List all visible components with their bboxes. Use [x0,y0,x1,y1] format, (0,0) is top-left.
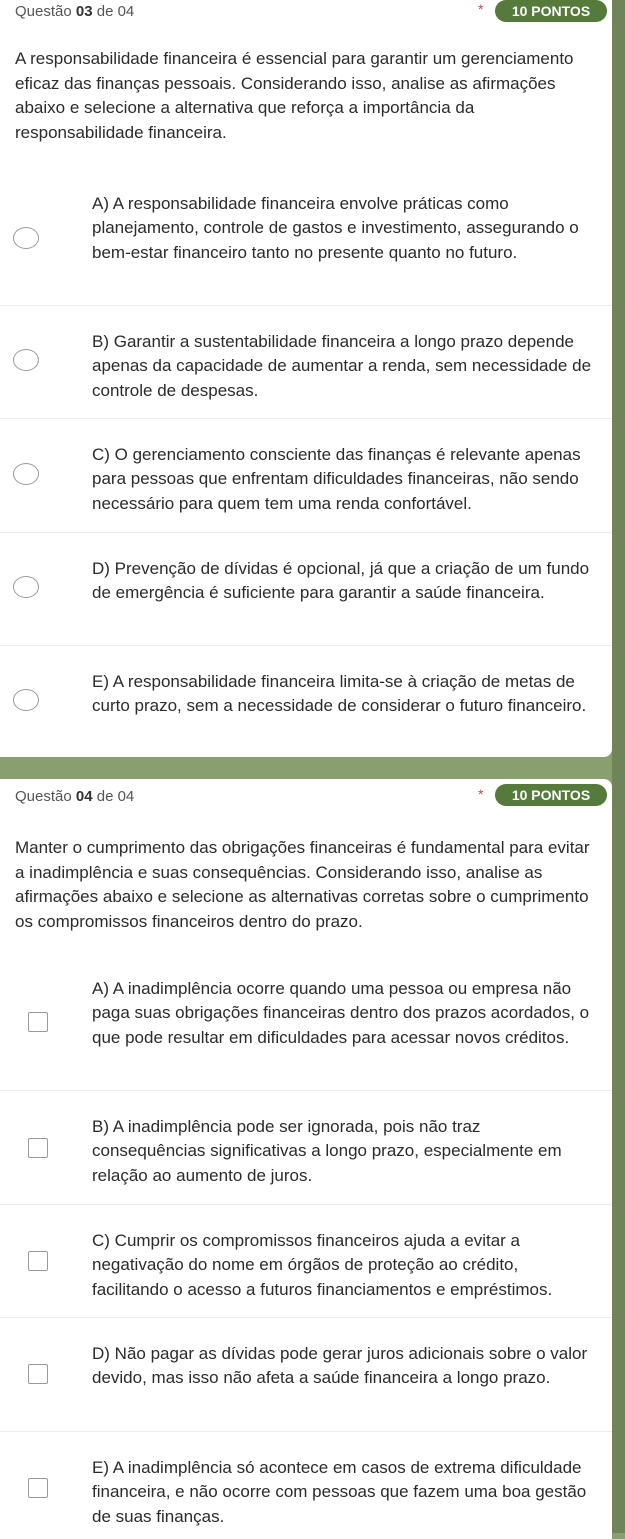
question-counter: Questão 03 de 04 [15,3,135,20]
radio-button[interactable] [13,349,39,371]
option-b[interactable] [0,330,612,419]
question-card-04 [0,779,612,1539]
checkbox[interactable] [28,1138,48,1158]
option-a[interactable] [0,977,612,1091]
option-c[interactable] [0,1229,612,1318]
option-label: A) A responsabilidade financeira envolve práticas como planejamento, controle de gastos e investimento, assegurando o bem-estar financeiro tanto no presente quanto no futuro. [92,194,579,262]
question-card-03 [0,0,612,757]
question-prompt: A responsabilidade financeira é essencial para garantir um gerenciamento eficaz das finanças pessoais. Considerando isso, analise as afirmações abaixo e selecione a alternativa que reforça a importância da responsabilidade financeira. [15,49,574,142]
option-e[interactable] [0,1456,612,1536]
option-label: C) O gerenciamento consciente das finanças é relevante apenas para pessoas que enfrentam dificuldades financeiras, não sendo necessário para quem tem uma renda confortável. [92,445,581,513]
option-label: D) Não pagar as dívidas pode gerar juros adicionais sobre o valor devido, mas isso não afeta a saúde financeira a longo prazo. [92,1344,588,1388]
option-c[interactable] [0,443,612,533]
option-label: B) A inadimplência pode ser ignorada, pois não traz consequências significativas a longo prazo, especialmente em relação ao aumento de juros. [92,1117,562,1185]
checkbox[interactable] [28,1364,48,1384]
option-label: E) A inadimplência só acontece em casos de extrema dificuldade financeira, e não ocorre com pessoas que fazem uma boa gestão de suas finanças. [92,1458,587,1526]
option-label: E) A responsabilidade financeira limita-se à criação de metas de curto prazo, sem a necessidade de considerar o futuro financeiro. [92,672,587,716]
option-label: D) Prevenção de dívidas é opcional, já que a criação de um fundo de emergência é suficiente para garantir a saúde financeira. [92,559,590,603]
checkbox[interactable] [28,1251,48,1271]
right-gutter [612,0,625,1533]
points-badge: 10 PONTOS [495,784,607,806]
radio-button[interactable] [13,576,39,598]
option-label: C) Cumprir os compromissos financeiros ajuda a evitar a negativação do nome em órgãos de proteção ao crédito, facilitando o acesso a futuros financiamentos e empréstimos. [92,1231,553,1299]
question-number: 04 [75,788,93,805]
option-d[interactable] [0,557,612,646]
option-label: A) A inadimplência ocorre quando uma pessoa ou empresa não paga suas obrigações financeiras dentro dos prazos acordados, o que pode resultar em dificuldades para acessar novos créditos. [92,979,590,1047]
option-e[interactable] [0,670,612,750]
checkbox[interactable] [28,1478,48,1498]
option-label: B) Garantir a sustentabilidade financeira a longo prazo depende apenas da capacidade de aumentar a renda, sem necessidade de controle de despesas. [92,332,592,400]
question-prompt: Manter o cumprimento das obrigações financeiras é fundamental para evitar a inadimplência e suas consequências. Considerando isso, analise as afirmações abaixo e selecione as alternativas corretas sobre o cumprimento os compromissos financeiros dentro do prazo. [15,838,590,931]
option-b[interactable] [0,1115,612,1205]
radio-button[interactable] [13,689,39,711]
question-number: 03 [75,3,93,20]
radio-button[interactable] [13,227,39,249]
required-mark: * [478,786,484,802]
radio-button[interactable] [13,463,39,485]
points-badge: 10 PONTOS [495,0,607,22]
option-d[interactable] [0,1342,612,1432]
required-mark: * [478,1,484,17]
checkbox[interactable] [28,1012,48,1032]
question-counter: Questão 04 de 04 [15,788,135,805]
option-a[interactable] [0,192,612,306]
